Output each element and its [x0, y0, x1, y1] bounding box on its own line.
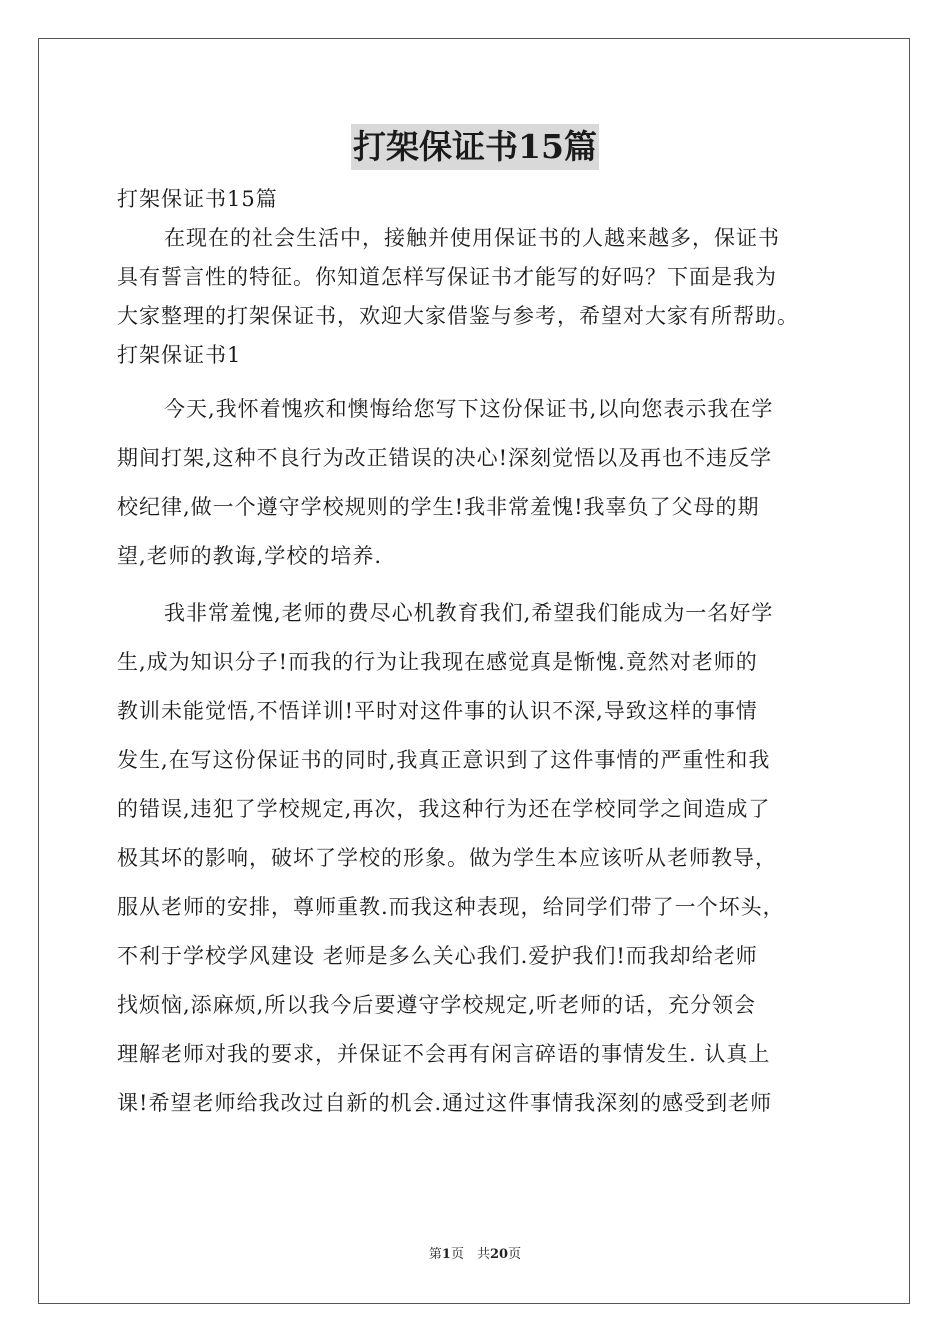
paragraph-line: 我非常羞愧,老师的费尽心机教育我们,希望我们能成为一名好学: [164, 601, 774, 625]
paragraph-line: 期间打架,这种不良行为改正错误的决心!深刻觉悟以及再也不违反学: [117, 446, 773, 470]
paragraph-line: 找烦恼,添麻烦,所以我今后要遵守学校规定,听老师的话，充分领会: [117, 993, 757, 1017]
page-current: 1: [441, 1247, 451, 1262]
paragraph-line: 的错误,违犯了学校规定,再次，我这种行为还在学校同学之间造成了: [117, 797, 771, 821]
paragraph-1: [117, 385, 837, 581]
intro-paragraph: [117, 219, 837, 336]
intro-line: 具有誓言性的特征。你知道怎样写保证书才能写的好吗？下面是我为: [117, 265, 777, 289]
intro-line: 大家整理的打架保证书，欢迎大家借鉴与参考，希望对大家有所帮助。: [117, 304, 799, 328]
paragraph-line: 课!希望老师给我改过自新的机会.通过这件事情我深刻的感受到老师: [117, 1091, 773, 1115]
paragraph-line: 望,老师的教诲,学校的培养.: [117, 544, 383, 568]
paragraph-line: 校纪律,做一个遵守学校规则的学生!我非常羞愧!我辜负了父母的期: [117, 495, 760, 519]
document-subtitle: 打架保证书15篇: [117, 187, 278, 211]
paragraph-line: 今天,我怀着愧疚和懊悔给您写下这份保证书,以向您表示我在学: [164, 397, 774, 421]
paragraph-line: 不利于学校学风建设 老师是多么关心我们.爱护我们!而我却给老师: [117, 944, 758, 968]
paragraph-line: 服从老师的安排，尊师重教.而我这种表现，给同学们带了一个坏头，: [117, 895, 785, 919]
page-suffix: 页: [508, 1247, 522, 1262]
document-title: 打架保证书15篇: [351, 124, 599, 170]
paragraph-line: 理解老师对我的要求，并保证不会再有闲言碎语的事情发生. 认真上: [117, 1042, 771, 1066]
title-wrap: [0, 124, 950, 170]
section-heading: 打架保证书1: [117, 343, 242, 367]
paragraph-line: 生,成为知识分子!而我的行为让我现在感觉真是惭愧.竟然对老师的: [117, 650, 758, 674]
paragraph-2: [117, 589, 837, 1128]
page-mid: 页 共: [450, 1247, 490, 1262]
paragraph-line: 极其坏的影响，破坏了学校的形象。做为学生本应该听从老师教导，: [117, 846, 777, 870]
intro-line: 在现在的社会生活中，接触并使用保证书的人越来越多，保证书: [164, 226, 780, 250]
paragraph-line: 发生,在写这份保证书的同时,我真正意识到了这件事情的严重性和我: [117, 748, 771, 772]
paragraph-line: 教训未能觉悟,不悟详训!平时对这件事的认识不深,导致这样的事情: [117, 699, 758, 723]
page-total: 20: [489, 1247, 509, 1262]
page-prefix: 第: [428, 1247, 442, 1262]
page-footer: [0, 1246, 950, 1264]
document-body: [117, 180, 837, 1128]
